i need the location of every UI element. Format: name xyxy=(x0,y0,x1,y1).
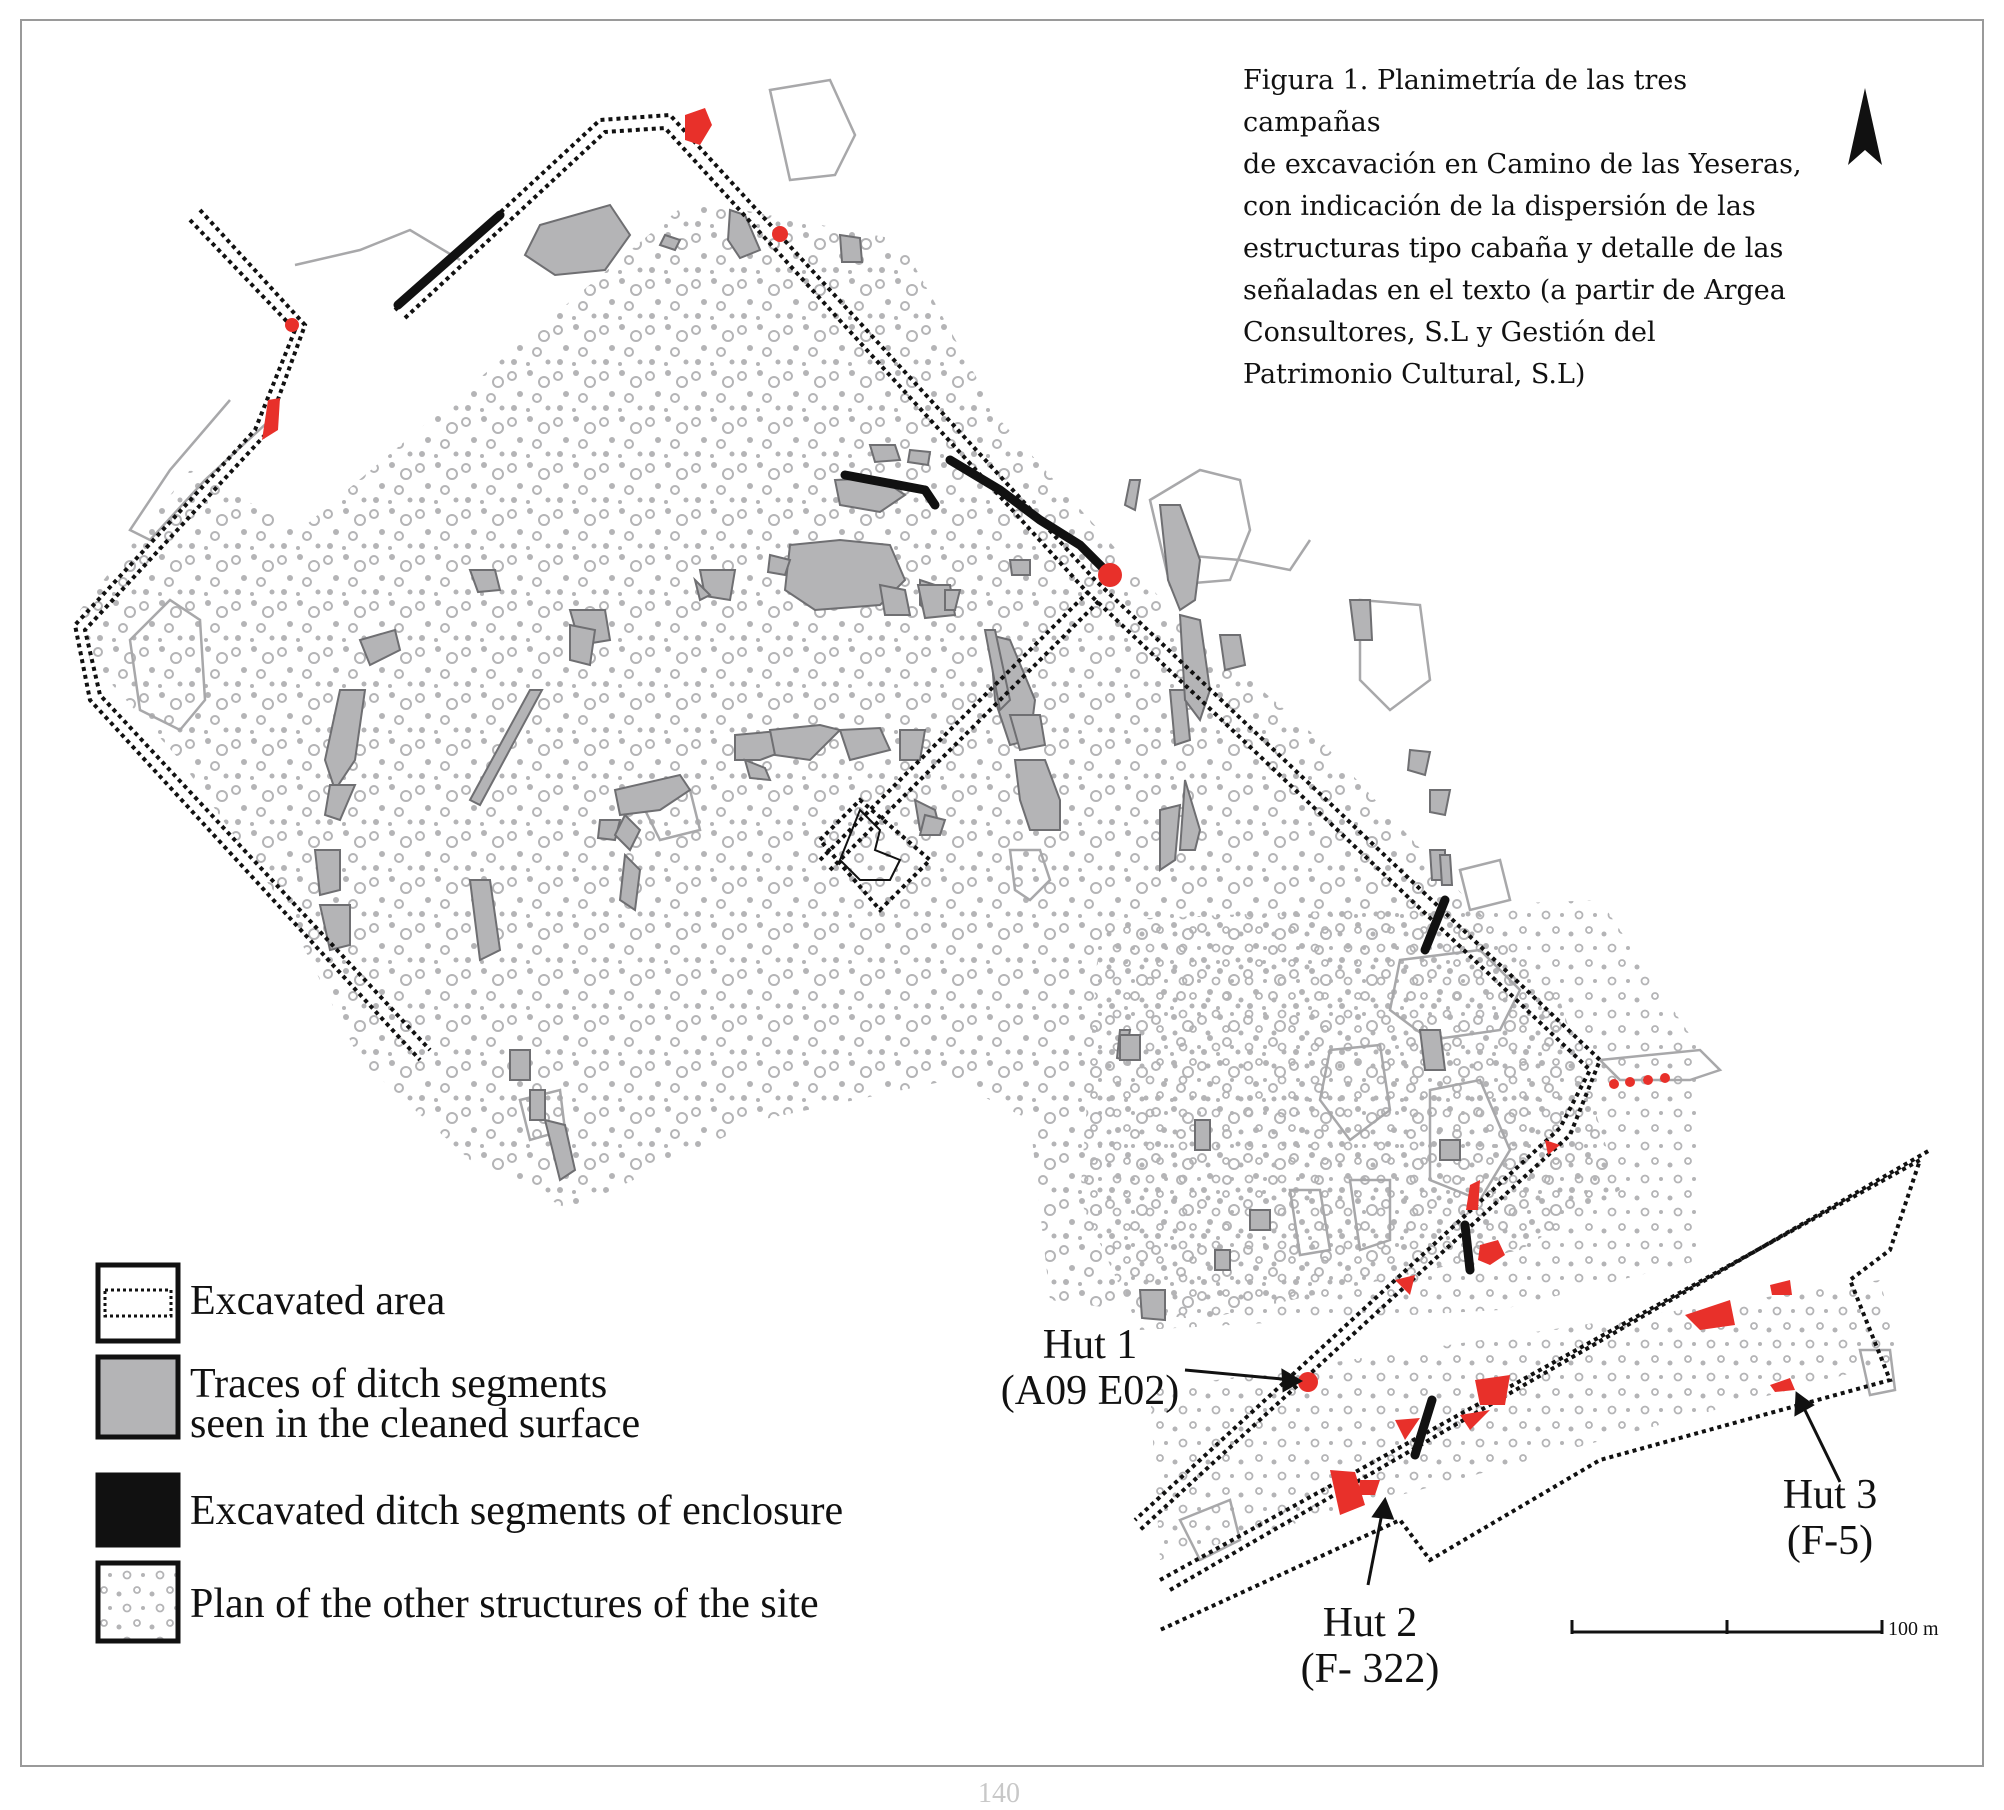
caption-line: de excavación en Camino de las Yeseras, xyxy=(1243,149,1802,180)
hut-code: (F-5) xyxy=(1786,1518,1874,1564)
hut-3-label xyxy=(1745,1472,1915,1564)
hut-2-label xyxy=(1255,1600,1485,1692)
legend-label-excavated-ditch: Excavated ditch segments of enclosure xyxy=(190,1488,844,1534)
caption-line: con indicación de la dispersión de las xyxy=(1243,191,1756,222)
scale-bar-label: 100 m xyxy=(1888,1618,1939,1640)
scale-bar xyxy=(1572,1620,1882,1634)
hut-code: (F- 322) xyxy=(1300,1646,1440,1692)
caption-line: señaladas en el texto (a partir de Argea xyxy=(1243,275,1786,306)
legend-label-other-structures: Plan of the other structures of the site xyxy=(190,1581,819,1627)
legend-symbol-excavated-area xyxy=(98,1265,178,1341)
caption-line: Patrimonio Cultural, S.L) xyxy=(1243,359,1586,390)
hut-name: Hut 3 xyxy=(1782,1472,1878,1518)
caption-line: Consultores, S.L y Gestión del xyxy=(1243,317,1656,348)
hut-1-label xyxy=(980,1322,1200,1414)
legend-symbol-excavated-ditch xyxy=(98,1475,178,1545)
hut-code: (A09 E02) xyxy=(1000,1368,1180,1414)
caption-line: estructuras tipo cabaña y detalle de las xyxy=(1243,233,1784,264)
page-number: 140 xyxy=(978,1778,1020,1809)
figure-caption xyxy=(1243,60,1803,396)
legend-symbol-other-structures xyxy=(98,1563,178,1641)
north-arrow-icon xyxy=(1848,88,1882,165)
legend-label-excavated-area: Excavated area xyxy=(190,1278,446,1324)
legend-symbol-ditch-traces xyxy=(98,1357,178,1437)
hut-name: Hut 1 xyxy=(1042,1322,1138,1368)
caption-line: Figura 1. Planimetría de las tres campañas xyxy=(1243,65,1688,138)
legend-label-ditch-traces-line1: Traces of ditch segments xyxy=(190,1361,608,1407)
legend-symbols xyxy=(98,1265,178,1641)
hut-name: Hut 2 xyxy=(1322,1600,1418,1646)
legend-label-ditch-traces-line2: seen in the cleaned surface xyxy=(190,1401,641,1447)
